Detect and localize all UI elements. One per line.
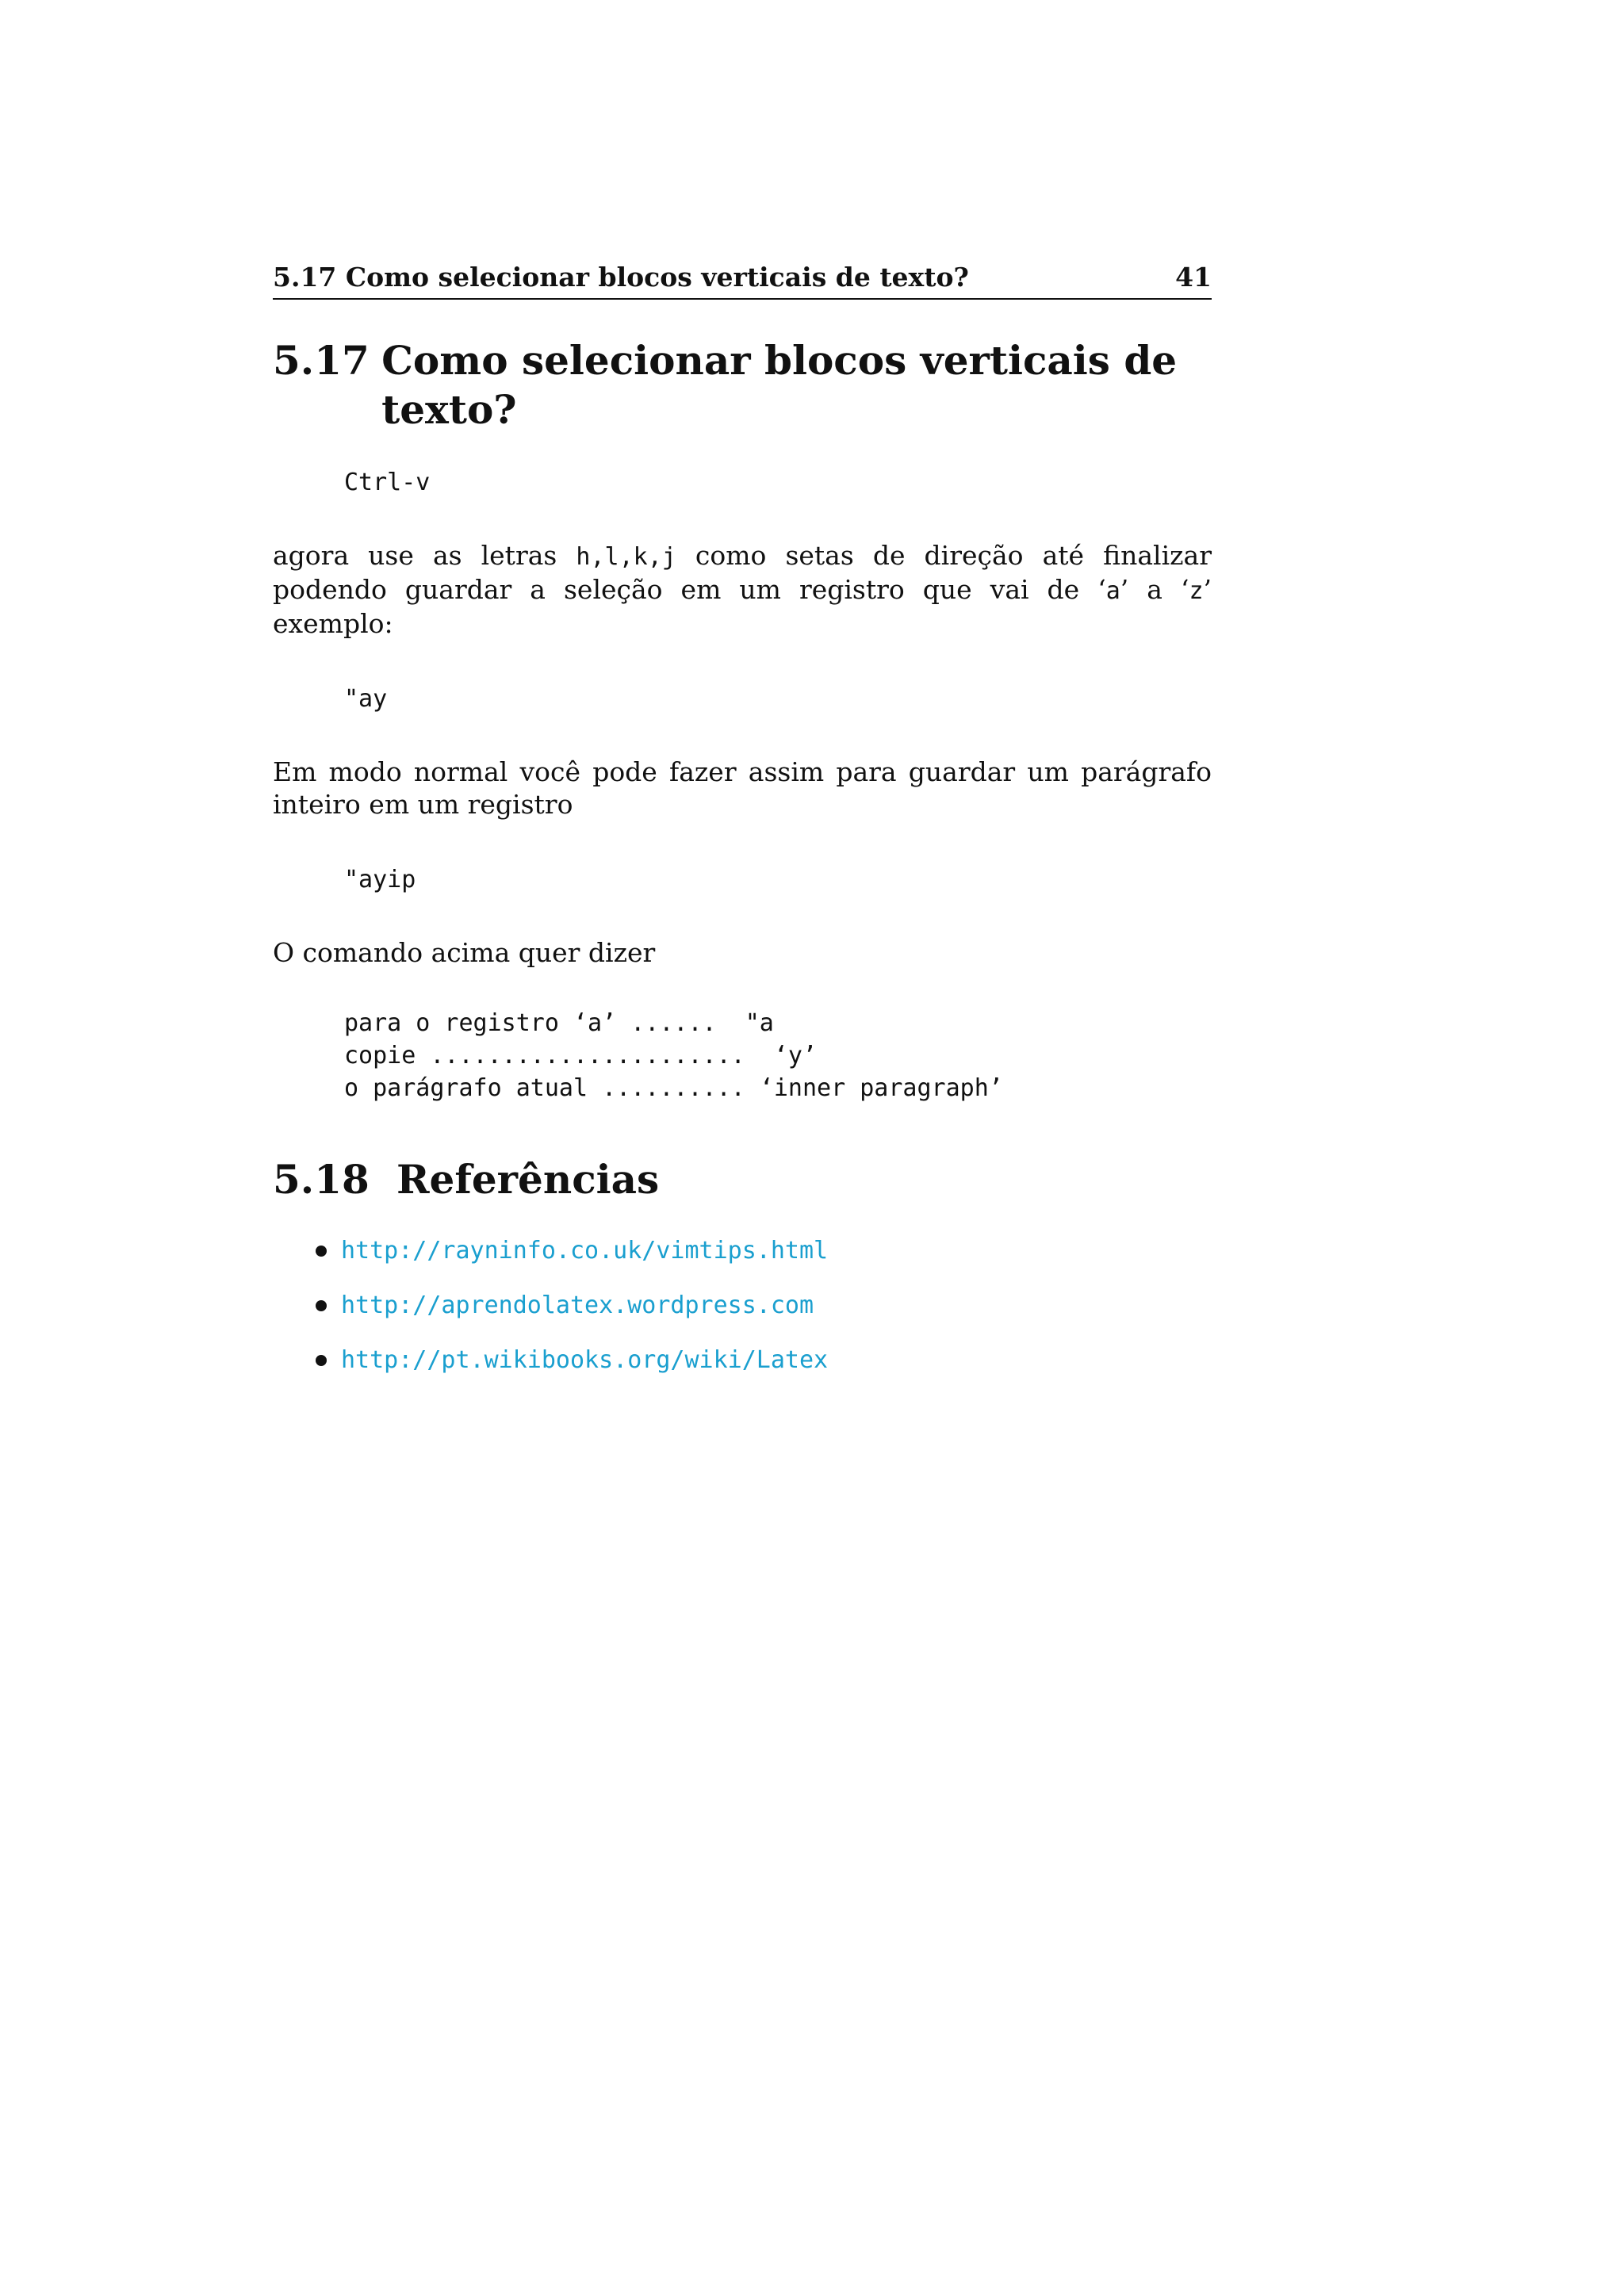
- list-item: [273, 1278, 1212, 1333]
- bullet-icon: [316, 1355, 327, 1366]
- explanation-line: para o registro ‘a’ ...... "a: [344, 1009, 774, 1037]
- section-title: Como selecionar blocos verticais de texto?: [381, 337, 1178, 433]
- code-ctrl-v: Ctrl-v: [344, 469, 431, 496]
- document-page: [273, 262, 1212, 1387]
- running-header: [273, 262, 1212, 300]
- running-header-title: 5.17 Como selecionar blocos verticais de texto?: [273, 262, 969, 293]
- explanation-line: copie ...................... ‘y’: [344, 1042, 818, 1070]
- code-ay: "ay: [344, 685, 388, 713]
- paragraph-command-meaning: O comando acima quer dizer: [273, 937, 656, 968]
- paragraph-selection: agora use as letras h,l,k,j como setas de direção até finalizar podendo guardar a seleção em um registro que vai de ‘a’ a ‘z’ exemplo:: [273, 540, 1212, 639]
- paragraph-normal-mode: Em modo normal você pode fazer assim para guardar um parágrafo inteiro em um registro: [273, 756, 1212, 820]
- references-list: [273, 1223, 1212, 1387]
- command-explanation: [273, 1007, 1212, 1104]
- inline-code-register-z: z: [1189, 577, 1204, 605]
- reference-link[interactable]: http://aprendolatex.wordpress.com: [341, 1292, 814, 1319]
- section-number: 5.18: [273, 1156, 370, 1203]
- bullet-icon: [316, 1246, 327, 1257]
- section-heading-5-18: [273, 1155, 1212, 1204]
- section-title: Referências: [396, 1156, 660, 1203]
- inline-code-register-a: a: [1105, 577, 1120, 605]
- list-item: [273, 1223, 1212, 1278]
- section-number: 5.17: [273, 337, 370, 384]
- section-heading-5-17: [273, 336, 1212, 434]
- explanation-line: o parágrafo atual .......... ‘inner paragraph’: [344, 1074, 1003, 1102]
- code-ayip: "ayip: [344, 866, 416, 894]
- reference-link[interactable]: http://pt.wikibooks.org/wiki/Latex: [341, 1346, 829, 1374]
- list-item: [273, 1333, 1212, 1387]
- page-number: 41: [1175, 262, 1212, 293]
- reference-link[interactable]: http://rayninfo.co.uk/vimtips.html: [341, 1237, 829, 1265]
- inline-code-keys: h,l,k,j: [576, 543, 676, 571]
- bullet-icon: [316, 1300, 327, 1311]
